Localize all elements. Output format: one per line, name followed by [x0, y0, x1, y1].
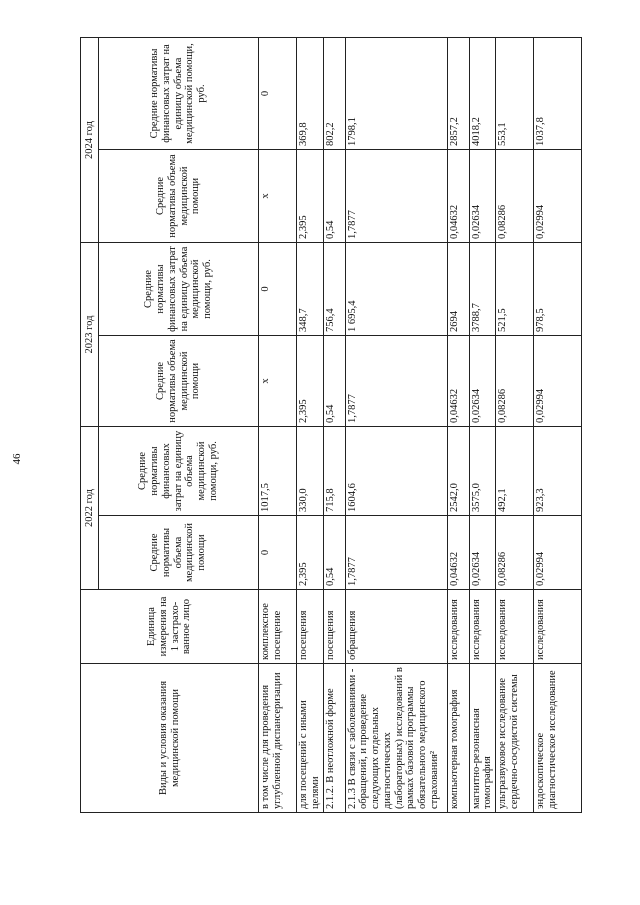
row-unit: исследования — [534, 590, 582, 664]
row-cost-2022: 492,1 — [496, 427, 534, 516]
header-cost-2023: Средние нормативы финансовых затрат на единицу объема медицинской помощи, руб. — [99, 243, 259, 336]
row-cost-2024: 2857,2 — [447, 38, 469, 150]
row-cost-2024: 1798,1 — [345, 38, 447, 150]
header-service-type: Виды и условия оказания медицинской помощи — [81, 664, 259, 813]
row-service: в том числе для проведения углубленной диспансеризации — [259, 664, 297, 813]
row-volume-2023: 0,02634 — [469, 336, 496, 427]
row-volume-2024: 2,395 — [297, 150, 324, 243]
row-unit: посещения — [297, 590, 324, 664]
row-cost-2022: 715,8 — [323, 427, 345, 516]
row-unit: посещения — [323, 590, 345, 664]
table-row — [534, 38, 582, 813]
header-volume-2022: Средние нормативы объема медицинской помощи — [99, 516, 259, 590]
row-service: эндоскопическое диагностическое исследование — [534, 664, 582, 813]
row-unit: исследования — [496, 590, 534, 664]
row-volume-2023: 1,7877 — [345, 336, 447, 427]
row-cost-2022: 3575,0 — [469, 427, 496, 516]
row-cost-2022: 1604,6 — [345, 427, 447, 516]
table-row — [469, 38, 496, 813]
row-volume-2023: 0,08286 — [496, 336, 534, 427]
row-unit: исследования — [447, 590, 469, 664]
row-service: 2.1.2. В неотложной форме — [323, 664, 345, 813]
header-year-2023: 2023 год — [81, 243, 99, 427]
row-cost-2023: 0 — [259, 243, 297, 336]
row-volume-2024: 0,04632 — [447, 150, 469, 243]
row-cost-2024: 802,2 — [323, 38, 345, 150]
row-service: ультразвуковое исследование сердечно-сосудистой системы — [496, 664, 534, 813]
row-volume-2022: 0,08286 — [496, 516, 534, 590]
row-cost-2023: 521,5 — [496, 243, 534, 336]
row-service: магнитно-резонансная томография — [469, 664, 496, 813]
row-volume-2022: 0,02634 — [469, 516, 496, 590]
row-cost-2022: 2542,0 — [447, 427, 469, 516]
row-volume-2023: 0,54 — [323, 336, 345, 427]
header-year-2022: 2022 год — [81, 427, 99, 590]
row-unit: комплексное посещение — [259, 590, 297, 664]
table-row — [259, 38, 297, 813]
header-cost-2024: Средние нормативы финансовых затрат на единицу объема медицинской помощи, руб. — [99, 38, 259, 150]
table-row — [297, 38, 324, 813]
row-volume-2022: 0,02994 — [534, 516, 582, 590]
row-service: 2.1.3 В связи с заболеваниями - обращений, и проведение следующих отдельных диагностических (лабораторных) исследований в рамках базовой программы обязательного медицинского страхования² — [345, 664, 447, 813]
row-volume-2024: 0,54 — [323, 150, 345, 243]
row-volume-2024: 0,02634 — [469, 150, 496, 243]
row-service: компьютерная томография — [447, 664, 469, 813]
row-volume-2022: 1,7877 — [345, 516, 447, 590]
header-volume-2024: Средние нормативы объема медицинской помощи — [99, 150, 259, 243]
row-cost-2024: 553,1 — [496, 38, 534, 150]
row-volume-2022: 0,04632 — [447, 516, 469, 590]
row-cost-2023: 756,4 — [323, 243, 345, 336]
row-cost-2024: 369,8 — [297, 38, 324, 150]
header-year-2024: 2024 год — [81, 38, 99, 243]
row-cost-2023: 3788,7 — [469, 243, 496, 336]
table-row — [323, 38, 345, 813]
row-cost-2023: 2694 — [447, 243, 469, 336]
row-volume-2022: 2,395 — [297, 516, 324, 590]
row-cost-2024: 0 — [259, 38, 297, 150]
row-unit: исследования — [469, 590, 496, 664]
row-cost-2024: 4018,2 — [469, 38, 496, 150]
row-volume-2024: 1,7877 — [345, 150, 447, 243]
row-volume-2023: 2,395 — [297, 336, 324, 427]
row-cost-2024: 1037,8 — [534, 38, 582, 150]
table-row — [447, 38, 469, 813]
row-cost-2022: 923,3 — [534, 427, 582, 516]
row-volume-2024: 0,08286 — [496, 150, 534, 243]
header-unit: Единица измерения на 1 застрахо-ванное лицо — [81, 590, 259, 664]
table-row — [345, 38, 447, 813]
row-cost-2023: 978,5 — [534, 243, 582, 336]
row-volume-2022: 0 — [259, 516, 297, 590]
header-volume-2023: Средние нормативы объема медицинской помощи — [99, 336, 259, 427]
table-row — [496, 38, 534, 813]
row-volume-2023: x — [259, 336, 297, 427]
norms-table — [80, 37, 582, 813]
row-service: для посещений с иными целями — [297, 664, 324, 813]
row-cost-2023: 1 695,4 — [345, 243, 447, 336]
row-volume-2023: 0,04632 — [447, 336, 469, 427]
row-unit: обращения — [345, 590, 447, 664]
rotated-table-container — [80, 38, 575, 813]
row-cost-2023: 348,7 — [297, 243, 324, 336]
row-cost-2022: 330,0 — [297, 427, 324, 516]
row-cost-2022: 1017,5 — [259, 427, 297, 516]
row-volume-2022: 0,54 — [323, 516, 345, 590]
row-volume-2024: 0,02994 — [534, 150, 582, 243]
row-volume-2023: 0,02994 — [534, 336, 582, 427]
header-cost-2022: Средние нормативы финансовых затрат на единицу объема медицинской помощи, руб. — [99, 427, 259, 516]
page-number: 46 — [11, 453, 23, 465]
row-volume-2024: x — [259, 150, 297, 243]
